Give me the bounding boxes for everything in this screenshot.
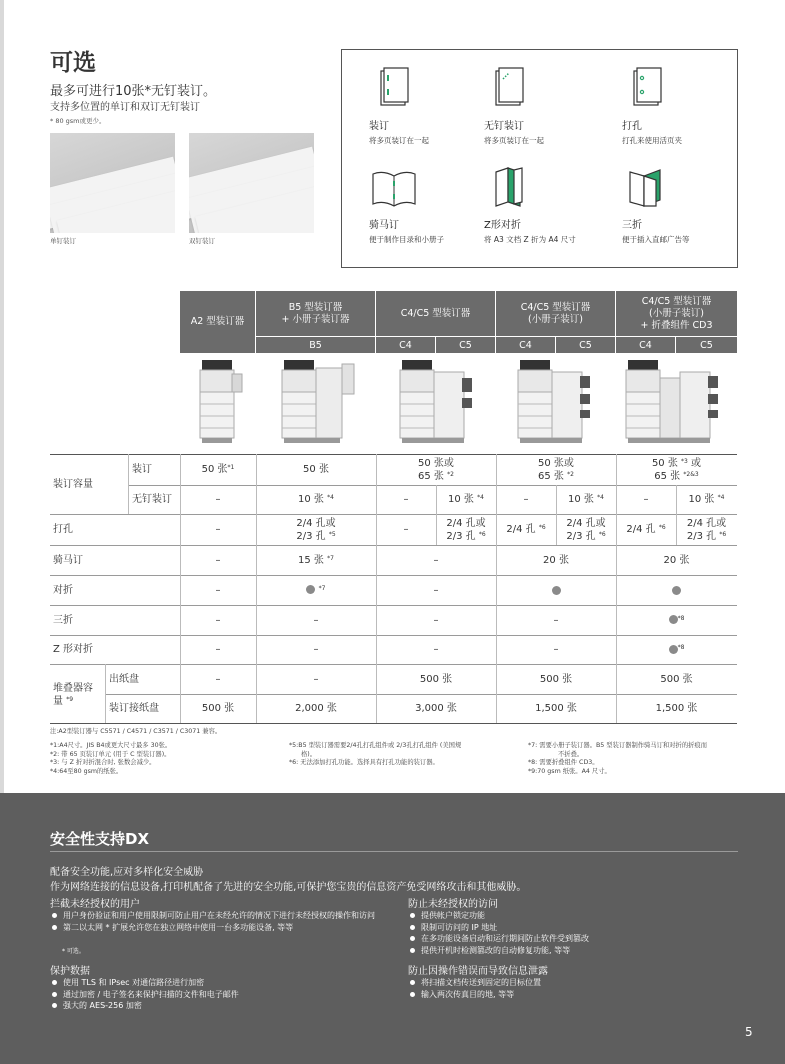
double-staple-photo [189,133,314,233]
header-a2: A2 型装订器 [180,291,255,353]
list-item: 提供帐户锁定功能 [408,910,738,922]
staple-icon [369,67,419,111]
cell-zfold-c45-cd3: *8 [616,635,737,664]
function-desc: 便于插入直邮广告等 [622,235,690,244]
row-label-output: 出纸盘 [109,674,139,685]
security-lead: 配备安全功能,应对多样化安全威胁 [50,867,204,878]
cell-staple-b5: 50 张 [303,464,329,475]
list-item: 第二以太网 * 扩展允许您在独立网络中使用一台多功能设备, 等等 [50,922,385,934]
photo-caption: 单钉装订 [50,237,76,245]
cell-output-c45: 500 张 [419,673,453,685]
page-number: 5 [745,1025,753,1039]
function-staple [369,67,479,146]
table-rule [50,723,737,724]
cell-trifold-c45: – [433,614,439,626]
photo-caption: 双钉装订 [189,237,215,245]
security-section [0,793,785,1064]
group-title: 拦截未经授权的用户 [50,899,140,910]
function-zfold [484,166,594,245]
cell-bifold-b5: *7 [256,575,376,605]
cell-trifold-a2: – [215,614,221,626]
security-title: 安全性支持DX [50,830,150,848]
function-title: 打孔 [622,121,642,132]
table-divider [105,664,106,723]
subheader: C5 [676,336,737,353]
tri-fold-icon [622,166,672,210]
function-title: 骑马订 [369,220,399,231]
group-note: * 可选。 [62,948,85,955]
subheader: C4 [496,336,555,353]
cell-stapleless-b5: 10 张 $^{*4}$ [298,494,334,505]
function-saddle [369,166,479,245]
cell-output-c45-cd3: 500 张 [660,673,693,685]
section-note: * 80 gsm或更少。 [50,117,106,125]
function-title: 装订 [369,121,389,132]
group-title: 防止未经授权的访问 [408,899,498,910]
table-divider [128,454,129,514]
machine-c45-cd3-image [622,358,722,444]
row-label-punch: 打孔 [53,524,73,535]
cell-punch-c4b: 2/4 孔 $^{*6}$ [506,524,546,535]
footnote-col1: *1:A4尺寸。JIS B4或更大尺寸最多 30张。 *2: 带 65 页装订单元 (用于 C 型装订器)。 *3: 与 Z 折对折混合时, 张数会减少。 *4:64至80 gsm的纸张。 [50,742,172,775]
cell-output-a2: – [215,673,221,685]
function-stapleless [484,67,594,146]
single-staple-photo [50,133,175,233]
footnote-main: 注:A2型装订器与 C5571 / C4571 / C3571 / C3071 兼容。 [50,728,222,735]
row-label-bifold: 对折 [53,585,73,596]
function-title: Z形对折 [484,220,521,231]
row-label-trifold: 三折 [53,615,73,626]
list-item: 将扫描文档传送到固定的目标位置 [408,977,738,989]
cell-staple-a2: 50 张$^{*1}$ [201,464,235,475]
supported-dot-icon [669,615,678,624]
stapleless-icon [484,67,534,111]
cell-trifold-c45-cd3: *8 [616,605,737,635]
cell-saddle-c45-cd3: 20 张 [663,554,690,566]
group-list [50,910,385,933]
left-edge-bar [0,0,4,793]
subheader: C5 [556,336,615,353]
footnote-col3: *7: 需要小册子装订器。B5 型装订器制作骑马订和对折的折痕而 不折叠。 *8: 需要折叠组件 CD3。 *9:70 gsm 纸张。A4 尺寸。 [528,742,708,775]
cell-saddle-b5: 15 张 $^{*7}$ [298,554,334,566]
cell-punch-a2: – [215,524,221,535]
cell-punch-c5a: 2/4 孔或 2/3 孔 $^{*6}$ [446,517,486,542]
list-item: 通过加密 / 电子签名来保护扫描的文件和电子邮件 [50,989,385,1001]
section-subtitle: 最多可进行10张*无钉装订。 [50,84,217,99]
list-item: 使用 TLS 和 IPsec 对通信路径进行加密 [50,977,385,989]
list-item: 输入两次传真目的地, 等等 [408,989,738,1001]
cell-catch-c45: 3,000 张 [415,703,457,714]
list-item: 提供开机时检测篡改的自动修复功能, 等等 [408,945,738,957]
row-label-catch: 装订接纸盘 [109,703,159,714]
function-desc: 便于制作目录和小册子 [369,235,444,244]
cell-trifold-c45-booklet: – [553,614,559,626]
cell-punch-c4c: 2/4 孔 $^{*6}$ [626,524,666,535]
row-label-stapleless: 无钉装订 [132,494,172,505]
subheader: C4 [376,336,435,353]
header-b5: B5 型装订器 + 小册子装订器 [256,291,375,336]
saddle-stitch-icon [369,166,419,210]
function-desc: 将 A3 文档 Z 折为 A4 尺寸 [484,235,576,244]
cell-stapleless-c4a: – [403,494,409,505]
group-list [408,977,738,1000]
row-label-staple: 装订 [132,464,152,475]
cell-zfold-c45: – [433,644,439,655]
cell-saddle-a2: – [215,554,221,566]
cell-stapleless-c5b: 10 张 $^{*4}$ [568,494,604,505]
cell-punch-b5: 2/4 孔或 2/3 孔 $^{*5}$ [296,517,336,542]
cell-zfold-b5: – [313,644,319,655]
list-item: 在多功能设备启动和运行期间防止软件受到篡改 [408,933,738,945]
list-item: 限制可访问的 IP 地址 [408,922,738,934]
section-subtitle-2: 支持多位置的单订和双订无钉装订 [50,102,200,113]
cell-output-c45-booklet: 500 张 [539,673,573,685]
supported-dot-icon [669,645,678,654]
cell-staple-c45-cd3: 50 张 $^{*3}$ 或 65 张 $^{*2\&3}$ [651,457,702,482]
cell-punch-c5b: 2/4 孔或 2/3 孔 $^{*6}$ [566,517,606,542]
cell-zfold-a2: – [215,644,221,655]
row-label-saddle: 骑马订 [53,555,83,566]
list-item: 用户身份验证和用户使用限制可防止用户在未经允许的情况下进行未经授权的操作和访问 [50,910,385,922]
cell-catch-c45-cd3: 1,500 张 [655,703,698,714]
group-list [408,910,738,956]
cell-zfold-c45-booklet: – [553,644,559,655]
supported-dot-icon [672,586,681,595]
header-c45-booklet-cd3: C4/C5 型装订器 (小册子装订) + 折叠组件 CD3 [616,291,737,336]
header-c45-booklet: C4/C5 型装订器 (小册子装订) [496,291,615,336]
group-title: 防止因操作错误而导致信息泄露 [408,966,548,977]
function-title: 无钉装订 [484,121,524,132]
hole-punch-icon [622,67,672,111]
security-rule [50,851,738,852]
machine-c45-booklet-image [514,358,594,444]
supported-dot-icon [552,586,561,595]
row-label-stacker: 堆叠器容 量 $^{*9}$ [53,683,93,707]
footnote-col2: *5:B5 型装订器需要2/4孔打孔组件或 2/3孔打孔组件 (美国规 格)。 *6: 无法添加打孔功能。选择具有打孔功能的装订器。 [289,742,462,766]
function-desc: 将多页装订在一起 [484,136,544,145]
function-trifold [622,166,732,245]
cell-bifold-a2: – [215,584,221,596]
cell-saddle-c45: – [433,554,439,566]
machine-b5-image [272,358,362,444]
cell-bifold-c45-cd3 [616,575,737,605]
cell-punch-c5c: 2/4 孔或 2/3 孔 $^{*6}$ [686,517,727,542]
cell-staple-c45: 50 张或 65 张 $^{*2}$ [418,457,454,482]
cell-staple-c45-booklet: 50 张或 65 张 $^{*2}$ [538,457,574,482]
function-desc: 打孔来使用活页夹 [622,136,682,145]
cell-stapleless-c4b: – [523,494,529,505]
z-fold-icon [484,166,534,210]
subheader: C4 [616,336,675,353]
cell-bifold-c45: – [433,584,439,596]
function-title: 三折 [622,220,642,231]
group-list [50,977,385,1012]
cell-saddle-c45-booklet: 20 张 [543,554,569,566]
subheader: C5 [436,336,495,353]
cell-stapleless-c4c: – [643,494,649,505]
list-item: 强大的 AES-256 加密 [50,1000,385,1012]
cell-output-b5: – [313,673,319,685]
function-box [341,49,738,268]
machine-c45-image [396,358,476,444]
group-title: 保护数据 [50,966,90,977]
machine-a2-image [188,358,248,444]
row-label-capacity: 装订容量 [53,479,93,490]
cell-catch-c45-booklet: 1,500 张 [535,703,577,714]
function-desc: 将多页装订在一起 [369,136,429,145]
subheader: B5 [256,336,375,353]
cell-punch-c4a: – [403,524,409,535]
row-label-zfold: Z 形对折 [53,644,94,655]
cell-bifold-c45-booklet [496,575,616,605]
supported-dot-icon [306,585,315,594]
cell-stapleless-c5c: 10 张 $^{*4}$ [688,494,725,505]
cell-stapleless-c5a: 10 张 $^{*4}$ [448,494,484,505]
function-punch [622,67,732,146]
cell-trifold-b5: – [313,614,319,626]
cell-catch-b5: 2,000 张 [295,703,337,714]
header-c45: C4/C5 型装订器 [376,291,495,336]
security-lead-2: 作为网络连接的信息设备,打印机配备了先进的安全功能,可保护您宝贵的信息资产免受网络攻击和其他威胁。 [50,882,527,893]
section-title: 可选 [50,50,96,76]
cell-catch-a2: 500 张 [201,703,235,714]
cell-stapleless-a2: – [215,494,221,505]
